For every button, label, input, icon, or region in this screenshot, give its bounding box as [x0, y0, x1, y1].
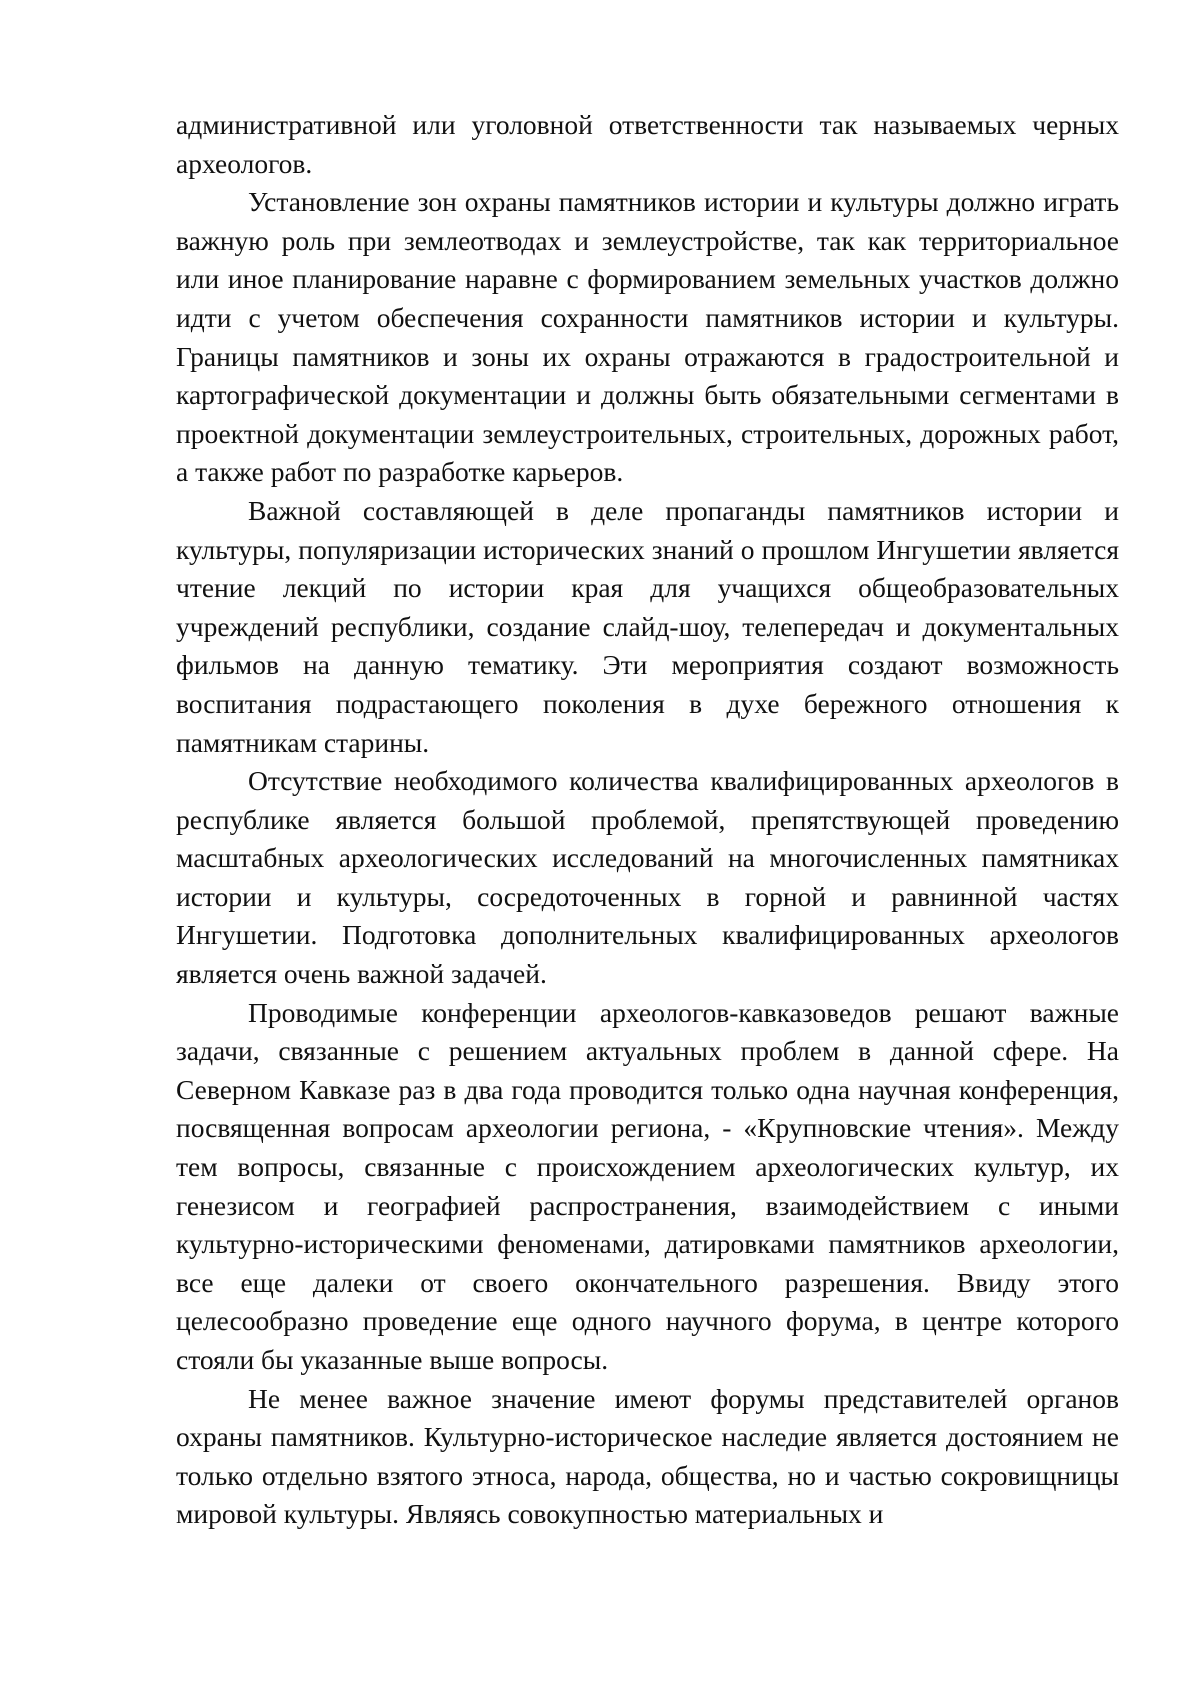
paragraph-forums: Не менее важное значение имеют форумы представителей органов охраны памятников. Культурно-историческое наследие является достоянием не только отдельно взятого этноса, народа, общества, но и частью сокровищницы мировой культуры. Являясь совокупностью материальных и [176, 1382, 1119, 1530]
paragraph-continuation: административной или уголовной ответственности так называемых черных археологов. [176, 109, 1119, 179]
paragraph-archaeologists-shortage: Отсутствие необходимого количества квалифицированных археологов в республике является большой проблемой, препятствующей проведению масштабных археологических исследований на многочисленных памятниках истории и культуры, сосредоточенных в горной и равнинной частях Ингушетии. Подготовка дополнительных квалифицированных археологов является очень важной задачей. [176, 765, 1119, 990]
paragraph-protection-zones: Установление зон охраны памятников истории и культуры должно играть важную роль при землеотводах и землеустройстве, так как территориальное или иное планирование наравне с формированием земельных участков должно идти с учетом обеспечения сохранности памятников истории и культуры. Границы памятников и зоны их охраны отражаются в градостроительной и картографической документации и должны быть обязательными сегментами в проектной документации землеустроительных, строительных, дорожных работ, а также работ по разработке карьеров. [176, 186, 1119, 488]
paragraph-propaganda: Важной составляющей в деле пропаганды памятников истории и культуры, популяризации исторических знаний о прошлом Ингушетии является чтение лекций по истории края для учащихся общеобразовательных учреждений республики, создание слайд-шоу, телепередач и документальных фильмов на данную тематику. Эти мероприятия создают возможность воспитания подрастающего поколения в духе бережного отношения к памятникам старины. [176, 494, 1119, 758]
paragraph-conferences: Проводимые конференции археологов-кавказоведов решают важные задачи, связанные с решением актуальных проблем в данной сфере. На Северном Кавказе раз в два года проводится только одна научная конференция, посвященная вопросам археологии региона, - «Крупновские чтения». Между тем вопросы, связанные с происхождением археологических культур, их генезисом и географией распространения, взаимодействием с иными культурно-историческими феноменами, датировками памятников археологии, все еще далеки от своего окончательного разрешения. Ввиду этого целесообразно проведение еще одного научного форума, в центре которого стояли бы указанные выше вопросы. [176, 996, 1119, 1375]
document-body [176, 106, 1119, 1534]
